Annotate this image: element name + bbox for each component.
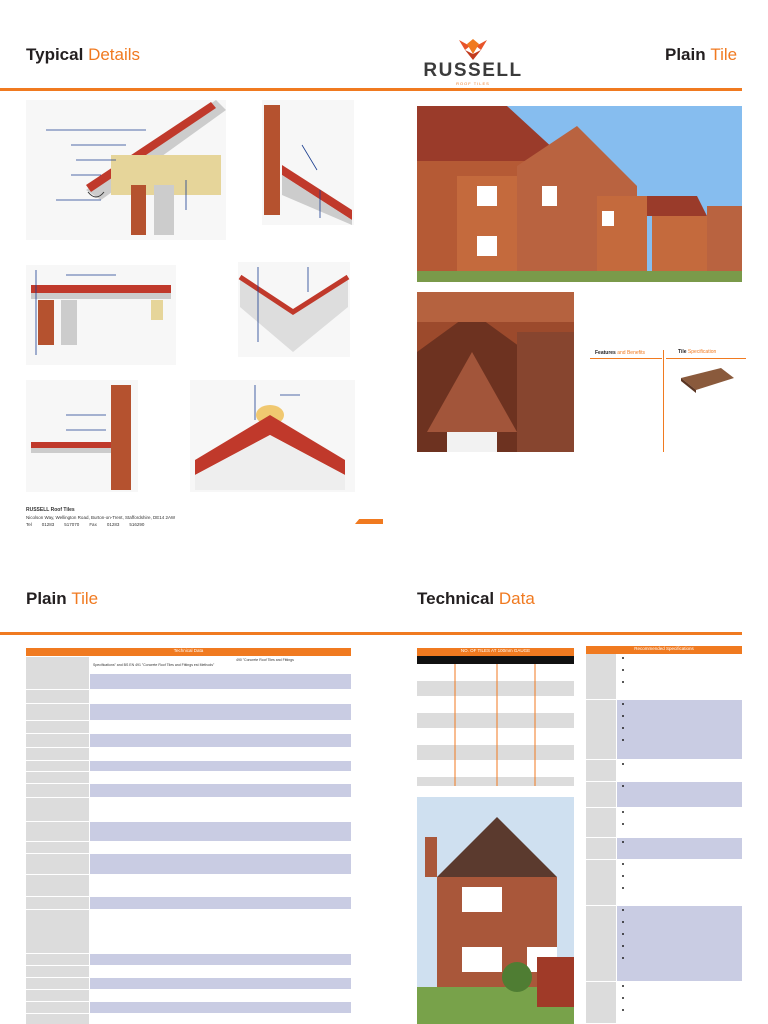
bullet <box>622 669 624 671</box>
tiles-table <box>417 648 574 786</box>
detached-house-photo <box>417 797 574 1024</box>
contact-block: RUSSELL Roof Tiles Nicolson Way, Wellington Road, Burton-on-Trent, Staffordshire, DE14 2AW Tel 01283 517070 Fax 01283 516290 <box>26 507 176 527</box>
table-cell <box>617 906 742 981</box>
table-cell <box>90 842 351 853</box>
table-cell <box>90 772 351 783</box>
table-cell <box>90 761 351 771</box>
table-cell <box>586 906 616 981</box>
table-cell <box>90 798 351 821</box>
bullet <box>622 863 624 865</box>
bullet <box>622 957 624 959</box>
technical-data-heading: Technical Data <box>417 589 535 608</box>
table-cell <box>417 681 574 696</box>
bullet <box>622 703 624 705</box>
plain-tile-heading-2: Plain Tile <box>26 589 99 608</box>
bullet <box>622 921 624 923</box>
table-cell <box>617 838 742 859</box>
bullet <box>622 681 624 683</box>
header-rule-2 <box>0 632 742 635</box>
table-cell <box>90 966 351 977</box>
table-cell <box>617 808 742 837</box>
table-cell <box>26 842 89 853</box>
houses-photo <box>417 106 742 282</box>
tiles-table-body <box>417 656 574 786</box>
table-cell <box>26 798 89 821</box>
table-cell <box>26 704 89 720</box>
table-cell <box>586 760 616 781</box>
tiles-table-header: NO. OF TILES AT 100mm GAUGE <box>417 648 574 656</box>
bullet <box>622 811 624 813</box>
table-cell <box>586 838 616 859</box>
table-cell <box>417 656 574 664</box>
table-cell <box>26 761 89 771</box>
table-cell <box>417 761 574 776</box>
table-cell <box>90 910 351 953</box>
table-cell <box>417 729 574 744</box>
table-cell <box>90 822 351 841</box>
tile-image <box>676 363 736 393</box>
table-cell <box>417 713 574 728</box>
bullet <box>622 933 624 935</box>
features-title: Features and Benefits <box>595 350 646 356</box>
table-cell <box>90 990 351 1001</box>
table-cell <box>417 697 574 712</box>
bullet <box>622 909 624 911</box>
table-cell <box>90 704 351 720</box>
table-cell <box>26 734 89 747</box>
table-cell <box>90 784 351 797</box>
table-cell <box>26 784 89 797</box>
features-underline <box>590 358 662 359</box>
table-cell <box>417 745 574 760</box>
table-cell <box>586 700 616 759</box>
bullet <box>622 945 624 947</box>
table-cell <box>617 982 742 1023</box>
table-cell <box>90 690 351 703</box>
bullet <box>622 739 624 741</box>
features-divider <box>663 350 664 452</box>
bullet <box>622 985 624 987</box>
rec-table-header: Recommended Specifications <box>586 646 742 654</box>
bullet <box>622 715 624 717</box>
table-cell <box>90 734 351 747</box>
table-cell <box>26 910 89 953</box>
bullet <box>622 657 624 659</box>
table-cell <box>90 1002 351 1013</box>
table-cell <box>90 854 351 874</box>
table-cell <box>26 748 89 760</box>
table-cell <box>26 978 89 989</box>
table-cell <box>26 966 89 977</box>
table-cell <box>90 748 351 760</box>
russell-logo <box>415 38 531 88</box>
table-cell <box>26 690 89 703</box>
verge-detail-diagram <box>26 265 176 365</box>
parapet-detail-diagram <box>26 380 138 492</box>
table-cell <box>586 860 616 905</box>
bullet <box>622 997 624 999</box>
table-cell <box>26 822 89 841</box>
table-cell <box>90 674 351 689</box>
orange-tab <box>355 519 383 524</box>
rec-table-body <box>586 654 742 1024</box>
table-cell <box>90 978 351 989</box>
tech-table-rows <box>26 674 351 1024</box>
brand-sub: ROOF TILES <box>456 81 490 86</box>
table-cell <box>26 772 89 783</box>
table-cell <box>26 875 89 896</box>
brand-name: RUSSELL <box>423 60 523 81</box>
table-cell <box>90 954 351 965</box>
valley-detail-diagram <box>238 262 350 357</box>
recommended-specs-table <box>586 646 742 1024</box>
features-and-spec-panel <box>590 345 746 455</box>
bullet <box>622 727 624 729</box>
spec-underline <box>666 358 746 359</box>
table-cell <box>617 654 742 699</box>
table-cell <box>617 700 742 759</box>
table-cell <box>586 782 616 807</box>
table-cell <box>26 897 89 909</box>
tech-table-header: Technical Data <box>26 648 351 656</box>
table-cell <box>26 1014 89 1024</box>
table-cell <box>90 897 351 909</box>
bullet <box>622 1009 624 1011</box>
eaves-detail-diagram <box>26 100 226 240</box>
bullet <box>622 785 624 787</box>
table-cell <box>90 875 351 896</box>
table-cell <box>586 982 616 1023</box>
bullet <box>622 841 624 843</box>
table-cell <box>26 854 89 874</box>
tech-first-row: 490 "Concrete Roof Tiles and Fittings Specifications" and BS EN 491 "Concrete Roof Tiles and Fittings est Methods" <box>26 657 351 674</box>
table-cell <box>617 760 742 781</box>
table-cell <box>90 1014 351 1024</box>
dormer-photo <box>417 292 574 452</box>
table-cell <box>586 808 616 837</box>
table-cell <box>26 674 89 689</box>
typical-details-heading: Typical Details <box>26 45 141 64</box>
table-cell <box>617 860 742 905</box>
bullet <box>622 763 624 765</box>
header-rule <box>0 88 742 91</box>
plain-tile-heading: Plain Tile <box>665 45 738 64</box>
table-cell <box>26 721 89 733</box>
spec-title: Tile Specification <box>678 349 717 355</box>
bullet <box>622 823 624 825</box>
bullet <box>622 887 624 889</box>
table-cell <box>26 954 89 965</box>
table-cell <box>26 1002 89 1013</box>
abutment-detail-diagram <box>262 100 354 225</box>
technical-data-table <box>26 648 351 1024</box>
table-cell <box>417 777 574 786</box>
table-cell <box>90 721 351 733</box>
table-cell <box>617 782 742 807</box>
table-cell <box>26 990 89 1001</box>
ridge-detail-diagram <box>190 380 355 492</box>
table-cell <box>586 654 616 699</box>
bullet <box>622 875 624 877</box>
